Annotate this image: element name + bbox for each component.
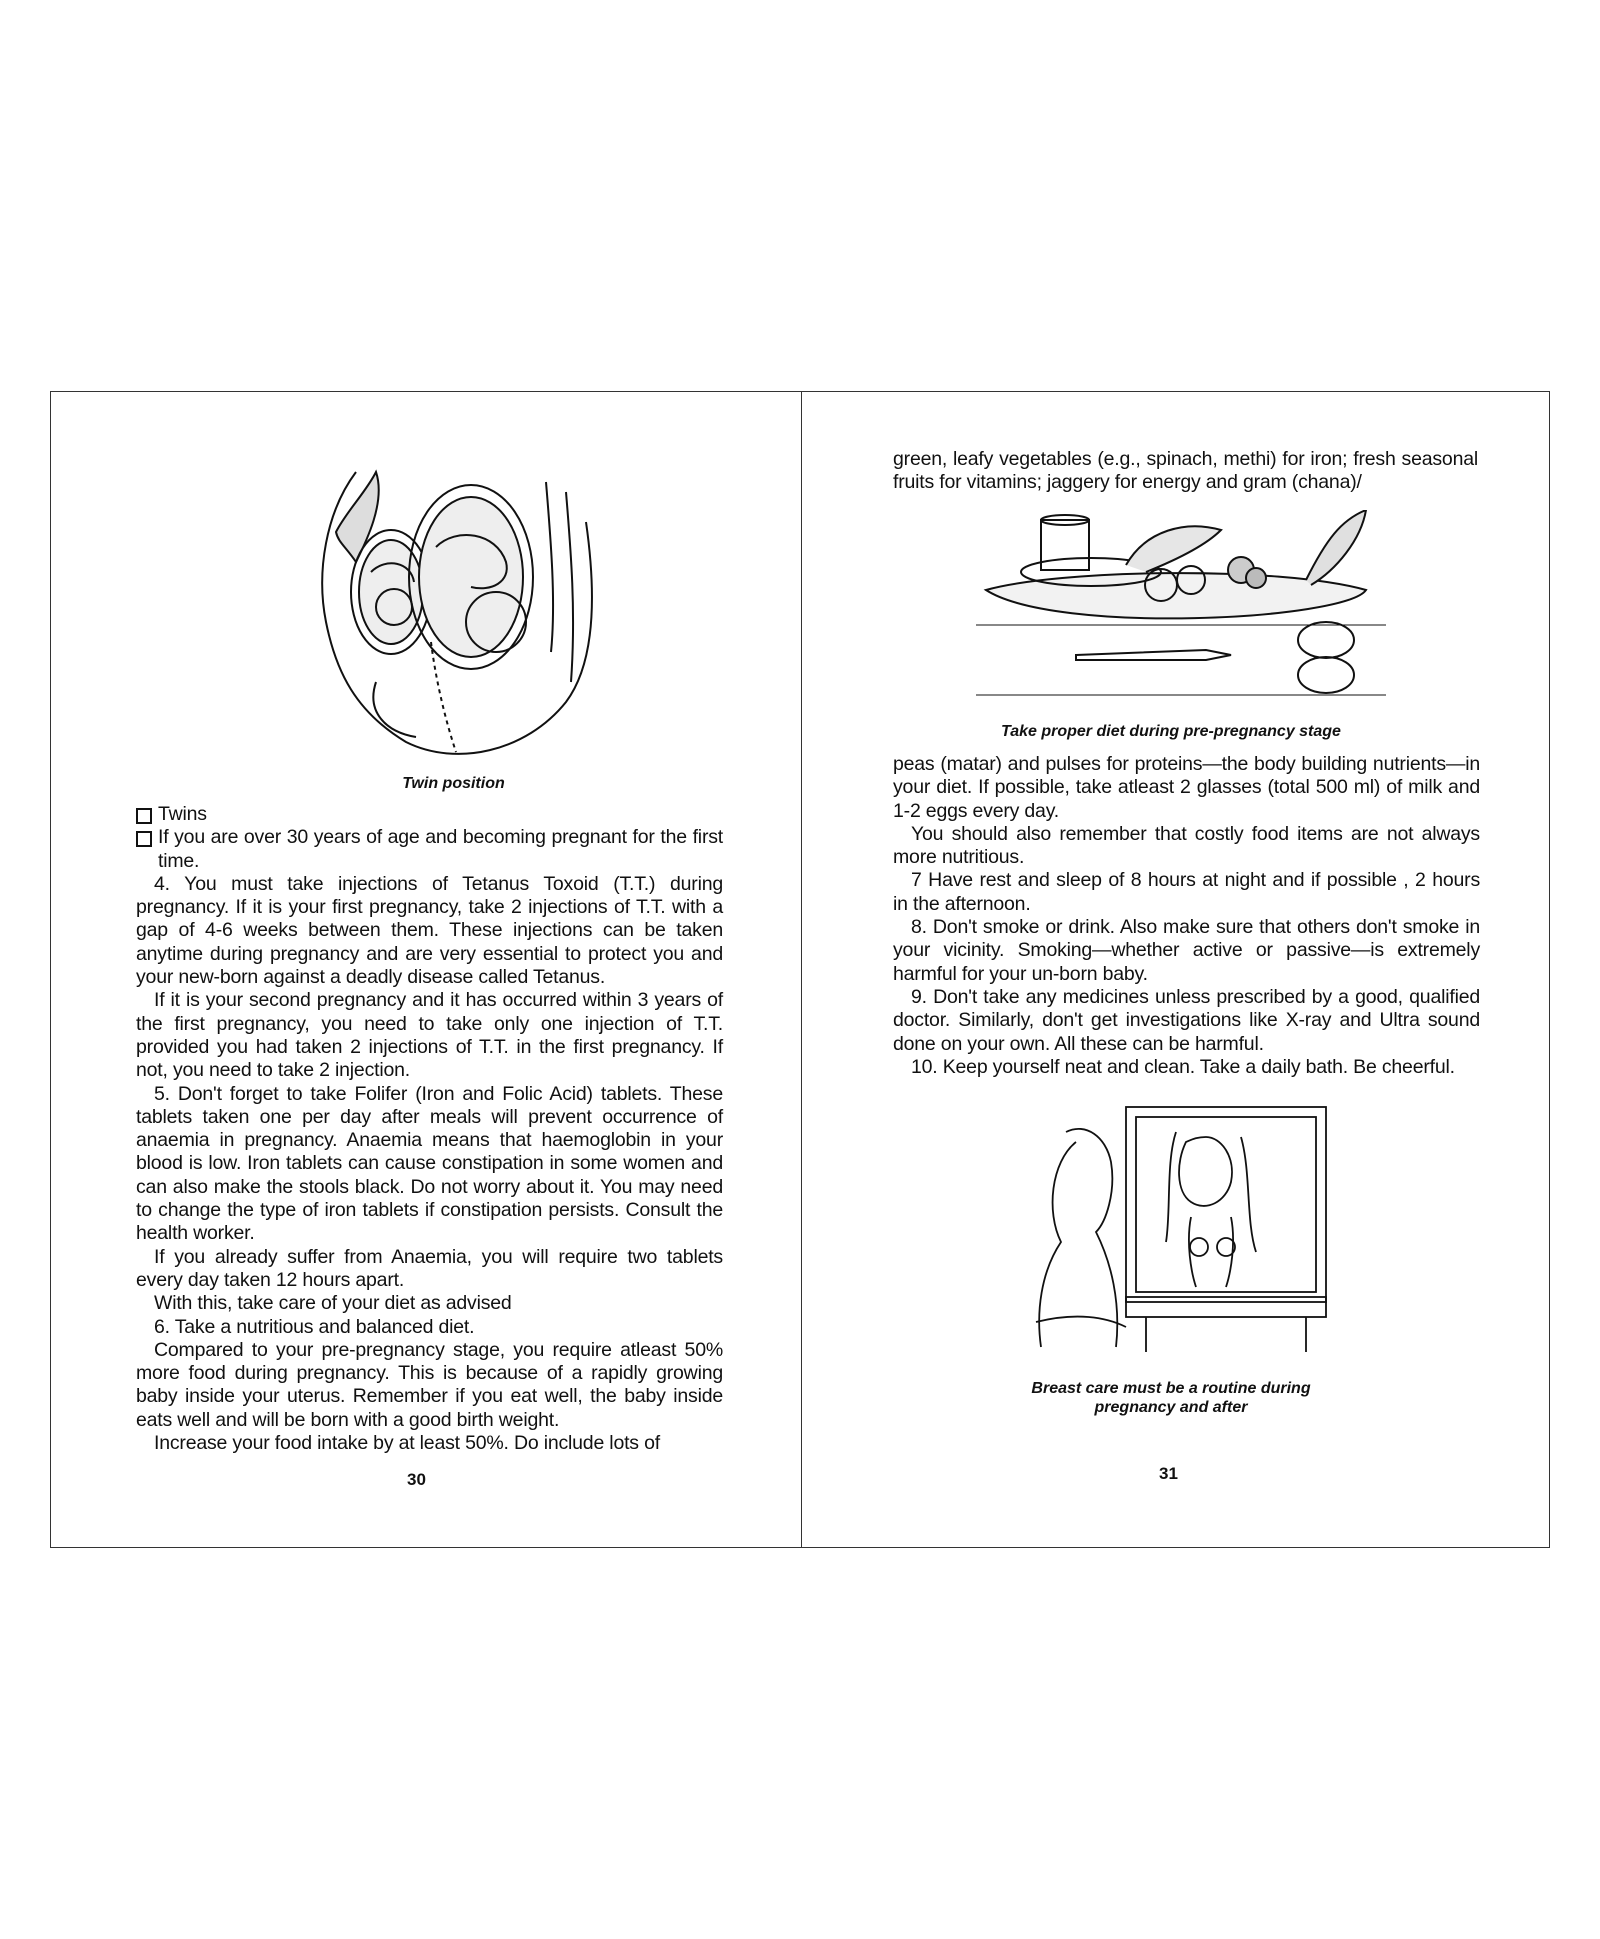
paragraph: Compared to your pre-pregnancy stage, you require atleast 50% more food during pregnancy. This is because of a rapidly growing baby inside your uterus. Remember if you eat well, the baby inside eats well and will be born with a good birth weight. [136, 1338, 723, 1431]
paragraph: You should also remember that costly food items are not always more nutritious. [893, 822, 1480, 869]
paragraph: With this, take care of your diet as advised [154, 1292, 512, 1315]
right-page [801, 392, 1549, 1547]
left-body-text [136, 803, 723, 1455]
left-page [51, 392, 801, 1547]
paragraph: If it is your second pregnancy and it has occurred within 3 years of the first pregnancy, you need to take only one injection of T.T. provided you had taken 2 injections of T.T. in the first pregnancy. If not, you need to take 2 injection. [136, 989, 723, 1082]
paragraph: 9. Don't take any medicines unless prescribed by a good, qualified doctor. Similarly, don't get investigations like X-ray and Ultra sound done on your own. All these can be harmful. [893, 985, 1480, 1055]
paragraph: 4. You must take injections of Tetanus Toxoid (T.T.) during pregnancy. If it is your first pregnancy, take 2 injections of T.T. with a gap of 4-6 weeks between them. These injections can be taken anytime during pregnancy and are very essential to protect you and your new-born against a deadly disease called Tetanus. [136, 872, 723, 989]
right-body-text [893, 753, 1480, 1079]
bullet-over-30: If you are over 30 years of age and becoming pregnant for the first time. [136, 826, 723, 873]
paragraph: 8. Don't smoke or drink. Also make sure that others don't smoke in your vicinity. Smoking—whether active or passive—is extremely harmful for your un-born baby. [893, 916, 1480, 985]
twin-position-illustration [296, 452, 611, 767]
paragraph: peas (matar) and pulses for proteins—the body building nutrients—in your diet. If possible, take atleast 2 glasses (total 500 ml) of milk and 1-2 eggs every day. [893, 753, 1480, 822]
paragraph: Increase your food intake by at least 50%. Do include lots of [154, 1432, 660, 1455]
page-number-left: 30 [407, 1470, 426, 1489]
paragraph: 10. Keep yourself neat and clean. Take a daily bath. Be cheerful. [911, 1055, 1455, 1078]
figure-caption-breast-care: Breast care must be a routine during pregnancy and after [1031, 1380, 1311, 1416]
checkbox-bullet-icon [136, 808, 152, 824]
paragraph: 5. Don't forget to take Folifer (Iron and Folic Acid) tablets. These tablets taken one per day after meals will prevent occurrence of anaemia in pregnancy. Anaemia means that haemoglobin in your blood is low. Iron tablets can cause constipation in some women and can also make the stools black. Do not worry about it. You may need to change the type of iron tablets if constipation persists. Consult the health worker. [136, 1082, 723, 1245]
paragraph: 7 Have rest and sleep of 8 hours at night and if possible , 2 hours in the afternoon. [893, 869, 1480, 915]
book-spread [50, 391, 1550, 1548]
mirror-breast-care-illustration [1026, 1102, 1331, 1352]
figure-caption-twin-position: Twin position [402, 775, 505, 792]
right-top-text: green, leafy vegetables (e.g., spinach, methi) for iron; fresh seasonal fruits for vitamins; jaggery for energy and gram (chana)/ [893, 448, 1478, 494]
checkbox-bullet-icon [136, 831, 152, 847]
paragraph: If you already suffer from Anaemia, you will require two tablets every day taken 12 hours apart. [136, 1245, 723, 1291]
figure-caption-diet: Take proper diet during pre-pregnancy stage [1001, 723, 1341, 740]
bullet-twins: Twins [136, 803, 723, 826]
food-platter-illustration [976, 510, 1391, 710]
paragraph: 6. Take a nutritious and balanced diet. [154, 1315, 475, 1338]
page-number-right: 31 [1159, 1464, 1178, 1483]
